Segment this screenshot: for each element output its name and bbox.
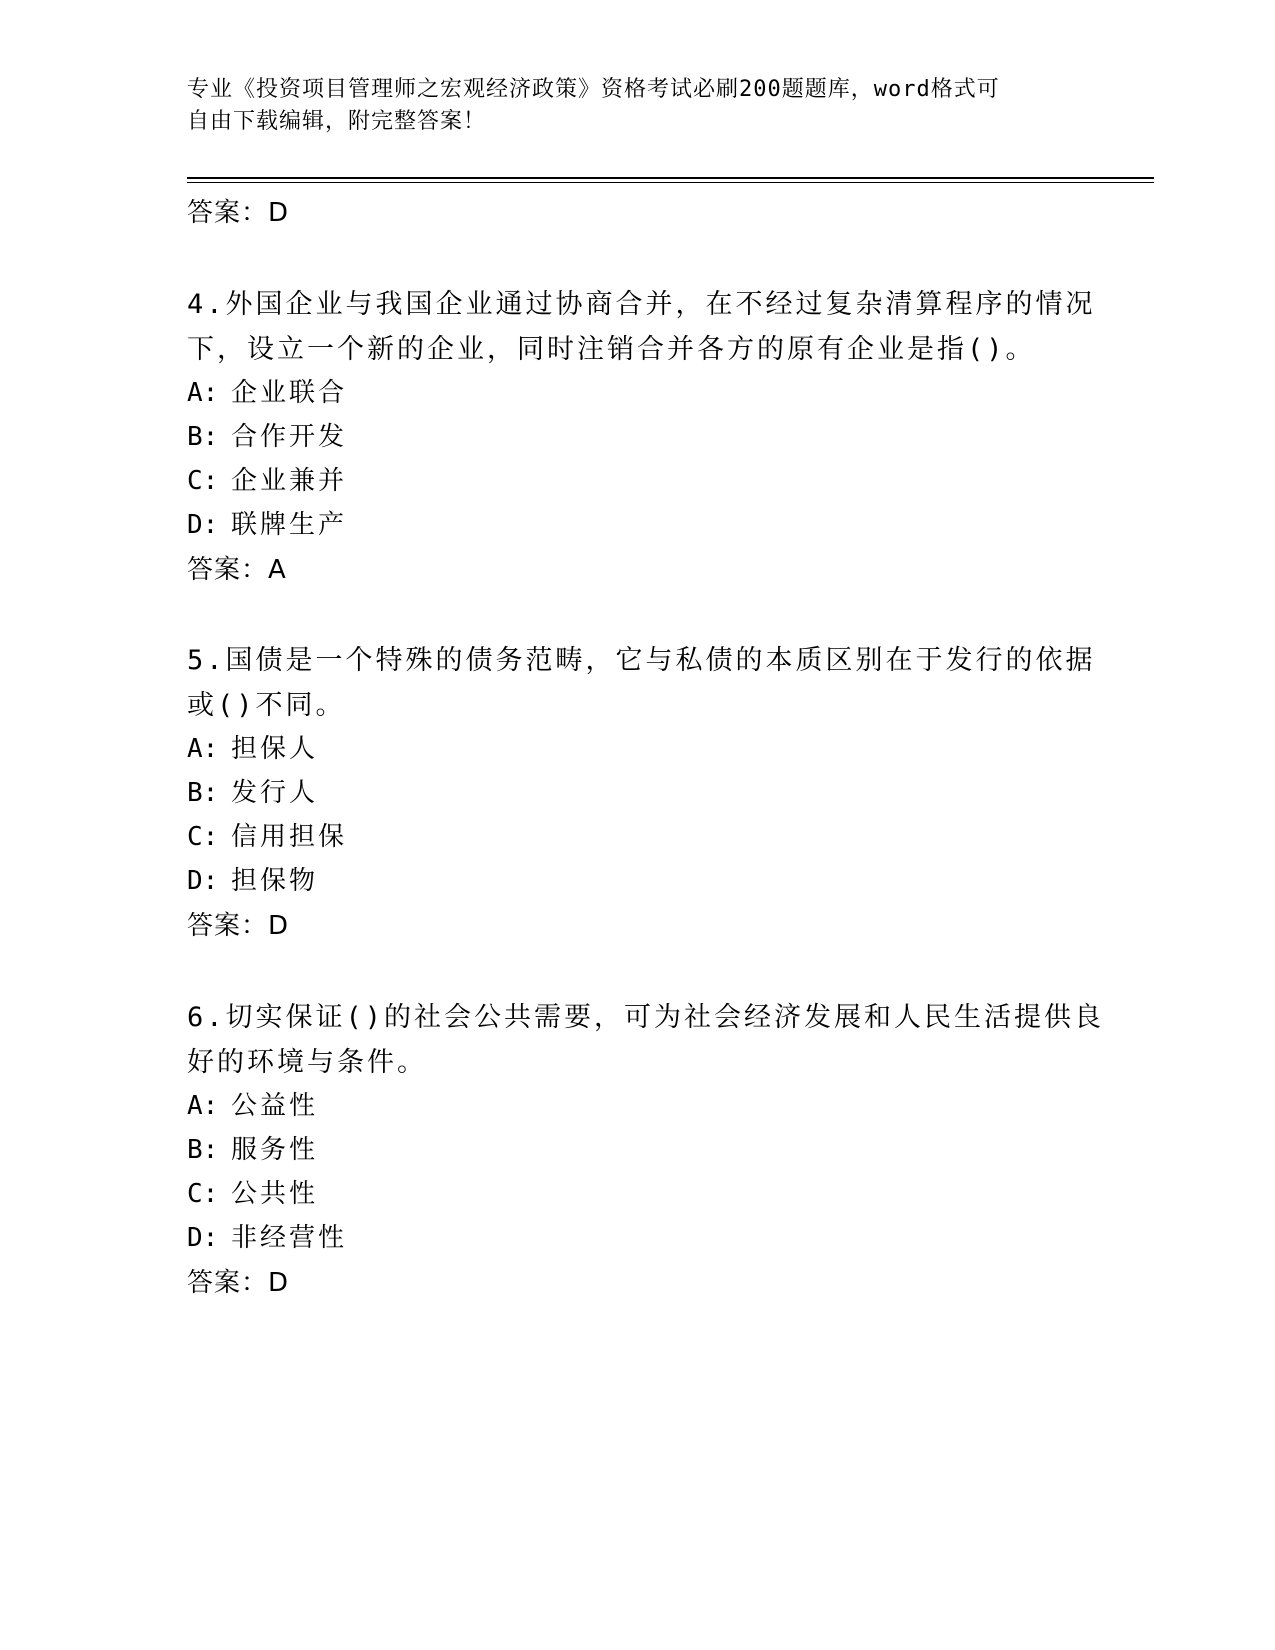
option-c: C: 公共性	[187, 1179, 319, 1209]
option-b: B: 合作开发	[187, 422, 348, 452]
question-stem-line: 4.外国企业与我国企业通过协商合并，在不经过复杂清算程序的情况	[187, 289, 1096, 320]
header-line-2: 自由下载编辑，附完整答案！	[187, 109, 487, 134]
question-stem-line: 好的环境与条件。	[187, 1047, 427, 1078]
header-line-1: 专业《投资项目管理师之宏观经济政策》资格考试必刷200题题库，word格式可	[187, 77, 1000, 102]
question-stem-line: 5.国债是一个特殊的债务范畴，它与私债的本质区别在于发行的依据	[187, 645, 1096, 676]
previous-answer: 答案：D	[187, 198, 290, 228]
document-header	[187, 74, 1067, 138]
option-b: B: 服务性	[187, 1135, 319, 1165]
question-stem-line: 6.切实保证()的社会公共需要，可为社会经济发展和人民生活提供良	[187, 1002, 1105, 1033]
question-stem-line: 或()不同。	[187, 690, 346, 721]
answer: 答案：A	[187, 555, 287, 585]
option-d: D: 担保物	[187, 866, 319, 896]
question-stem-line: 下，设立一个新的企业，同时注销合并各方的原有企业是指()。	[187, 334, 1036, 365]
header-rule-thick	[187, 177, 1154, 179]
option-c: C: 企业兼并	[187, 466, 348, 496]
option-a: A: 担保人	[187, 734, 319, 764]
answer: 答案：D	[187, 1268, 290, 1298]
option-a: A: 公益性	[187, 1091, 319, 1121]
option-d: D: 联牌生产	[187, 510, 348, 540]
header-rule-thin	[187, 182, 1154, 183]
option-a: A: 企业联合	[187, 378, 348, 408]
option-d: D: 非经营性	[187, 1223, 348, 1253]
option-c: C: 信用担保	[187, 822, 348, 852]
answer: 答案：D	[187, 911, 290, 941]
option-b: B: 发行人	[187, 778, 319, 808]
